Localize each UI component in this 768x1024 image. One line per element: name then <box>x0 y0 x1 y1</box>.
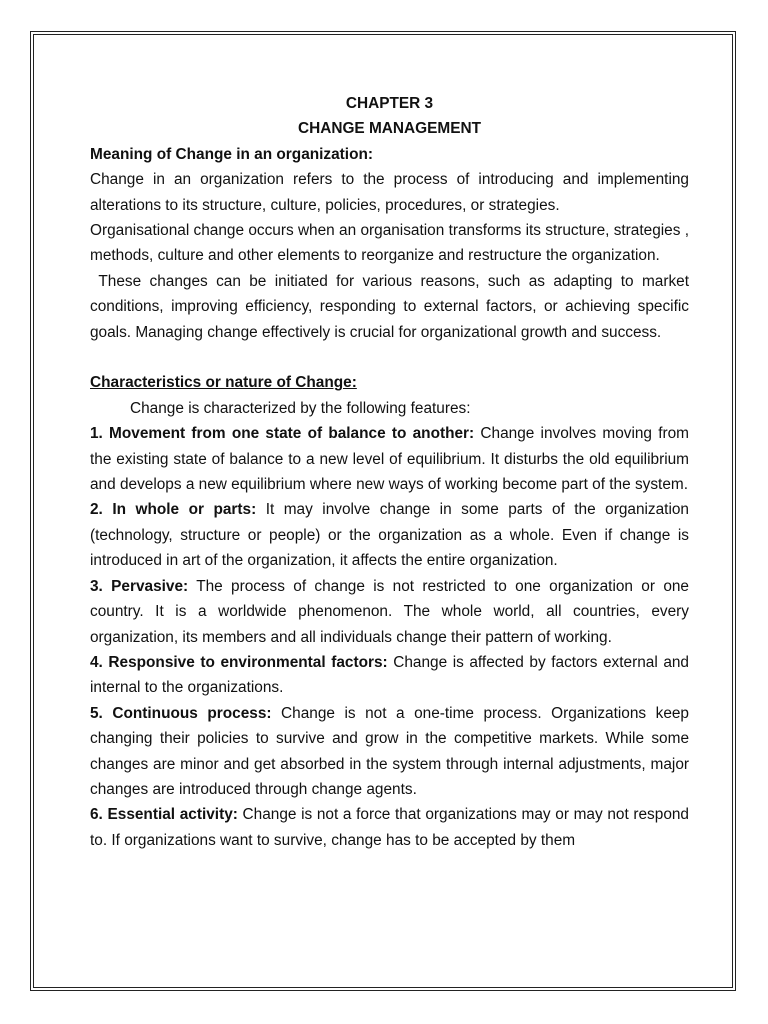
feature-text: Change is not a one-time process. Organizations keep changing their policies to survive and grow in the competitive markets. While some changes are minor and get absorbed in the system through internal adjustments, major changes are introduced through change agents. <box>90 704 689 798</box>
chapter-number: CHAPTER 3 <box>345 95 434 112</box>
paragraph: Organisational change occurs when an organisation transforms its structure, strategies , methods, culture and other elements to reorganize and restructure the organization. <box>90 222 689 265</box>
document-body <box>90 91 694 853</box>
chapter-title: CHANGE MANAGEMENT <box>298 120 481 138</box>
feature-text: Change involves moving from the existing state of balance to a new level of equilibrium. It disturbs the old equilibrium and develops a new equilibrium where new ways of working become part of the system. <box>90 425 689 494</box>
feature-title: 3. Pervasive: <box>90 577 189 595</box>
feature-text: It may involve change in some parts of the organization (technology, structure or people) or the organization as a whole. Even if change is introduced in art of the organization, it affects the entire organization. <box>90 501 689 570</box>
spacer <box>90 345 689 370</box>
feature-item <box>90 802 689 853</box>
feature-text: Change is affected by factors external and internal to the organizations. <box>90 653 689 697</box>
feature-title: 1. Movement from one state of balance to another: <box>90 425 475 443</box>
paragraph: These changes can be initiated for various reasons, such as adapting to market conditions, improving efficiency, responding to external factors, or achieving specific goals. Managing change effectively is crucial for organizational growth and success. <box>90 272 694 341</box>
feature-text: Change is not a force that organizations may or may not respond to. If organizations want to survive, change has to be accepted by them <box>90 806 689 849</box>
section-heading-meaning: Meaning of Change in an organization: <box>90 145 374 163</box>
feature-text: The process of change is not restricted to one organization or one country. It is a worldwide phenomenon. The whole world, all countries, every organization, its members and all individuals change their pattern of working. <box>90 577 689 646</box>
feature-title: 6. Essential activity: <box>90 806 238 824</box>
feature-title: 4. Responsive to environmental factors: <box>90 653 388 671</box>
feature-item <box>90 497 689 573</box>
section-intro: Change is characterized by the following features: <box>130 399 471 417</box>
feature-title: 2. In whole or parts: <box>90 501 257 519</box>
feature-item <box>90 421 689 497</box>
feature-title: 5. Continuous process: <box>90 704 272 722</box>
paragraph: Change in an organization refers to the process of introducing and implementing alterations to its structure, culture, policies, procedures, or strategies. <box>90 171 689 214</box>
feature-item <box>90 574 689 650</box>
section-heading-characteristics: Characteristics or nature of Change: <box>90 374 357 392</box>
feature-item <box>90 650 689 701</box>
feature-item <box>90 701 689 803</box>
